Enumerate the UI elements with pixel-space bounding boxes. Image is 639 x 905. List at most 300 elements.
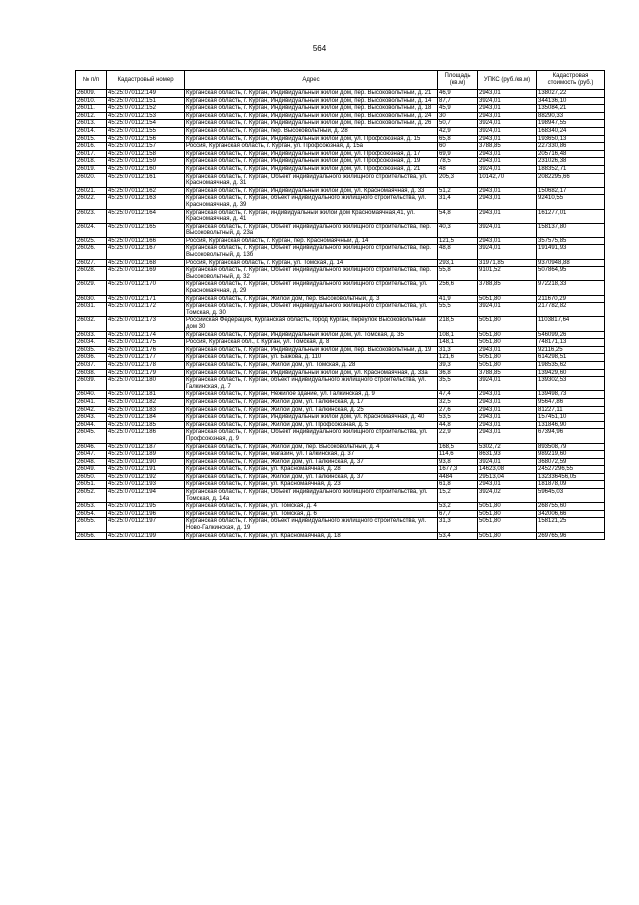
table-header: [76, 71, 605, 90]
row-num-cell: 26045.: [76, 429, 107, 443]
cadastral-cost-cell: 191491,93: [537, 245, 605, 259]
cadastral-cost-cell: 198947,55: [537, 120, 605, 128]
cadastral-cost-cell: 344136,10: [537, 97, 605, 105]
cadastral-cost-cell: 9370948,88: [537, 259, 605, 267]
address-cell: Курганская область, г. Курган, Индивидуальный жилой дом, пер. Высоковольтный, д. 14: [185, 97, 438, 105]
table-row: [76, 267, 605, 281]
cadastral-number-cell: 45:25:070112:197: [107, 518, 185, 532]
area-cell: 4484: [438, 473, 478, 481]
row-num-cell: 26053.: [76, 503, 107, 511]
table-row: [76, 421, 605, 429]
table-row: [76, 209, 605, 223]
address-cell: Россия, Курганская область, г. Курган, ул. Томская, д. 14: [185, 259, 438, 267]
cadastral-number-cell: 45:25:070112:156: [107, 135, 185, 143]
area-cell: 46,9: [438, 90, 478, 98]
upks-cell: 14623,08: [478, 466, 537, 474]
table-row: [76, 458, 605, 466]
header-area: Площадь (кв.м): [438, 71, 478, 90]
cadastral-cost-cell: 357575,85: [537, 237, 605, 245]
table-row: [76, 295, 605, 303]
upks-cell: 5302,72: [478, 443, 537, 451]
table-row: [76, 245, 605, 259]
cadastral-cost-cell: 205716,48: [537, 150, 605, 158]
row-num-cell: 26055.: [76, 518, 107, 532]
table-row: [76, 369, 605, 377]
table-row: [76, 451, 605, 459]
upks-cell: 5051,80: [478, 295, 537, 303]
area-cell: 31,3: [438, 518, 478, 532]
upks-cell: 2943,01: [478, 346, 537, 354]
area-cell: 35,5: [438, 377, 478, 391]
cadastral-cost-cell: 157451,10: [537, 414, 605, 422]
address-cell: Россия, Курганская обл., г. Курган, ул. Томская, д. 8: [185, 339, 438, 347]
area-cell: 218,5: [438, 317, 478, 331]
address-cell: Курганская область, г. Курган, Индивидуальный жилой дом, пер. Высоковольтный, д. 18: [185, 105, 438, 113]
area-cell: 67,7: [438, 510, 478, 518]
row-num-cell: 26034.: [76, 339, 107, 347]
cadastral-cost-cell: 92116,25: [537, 346, 605, 354]
area-cell: 60: [438, 143, 478, 151]
area-cell: 53,2: [438, 503, 478, 511]
cadastral-cost-cell: 217782,82: [537, 303, 605, 317]
table-row: [76, 354, 605, 362]
cadastral-number-cell: 45:25:070112:161: [107, 173, 185, 187]
upks-cell: 2943,01: [478, 391, 537, 399]
table-row: [76, 346, 605, 354]
cadastral-cost-cell: 269765,96: [537, 532, 605, 540]
cadastral-number-cell: 45:25:070112:168: [107, 259, 185, 267]
cadastral-cost-cell: 88290,33: [537, 112, 605, 120]
address-cell: Курганская область, г. Курган, ул. Красномаячная, д. 28: [185, 466, 438, 474]
address-cell: Курганская область, г. Курган, Жилой дом, пер. Высоковольтный, д. 4: [185, 443, 438, 451]
row-num-cell: 26022.: [76, 195, 107, 209]
table-row: [76, 339, 605, 347]
cadastral-cost-cell: 138027,22: [537, 90, 605, 98]
cadastral-number-cell: 45:25:070112:166: [107, 237, 185, 245]
cadastral-number-cell: 45:25:070112:179: [107, 369, 185, 377]
address-cell: Курганская область, г. Курган, Индивидуальный жилой дом, ул. Красномаячная, д. 40: [185, 414, 438, 422]
cadastral-cost-cell: 92410,55: [537, 195, 605, 209]
address-cell: Курганская область, г. Курган, Объект индивидуального жилищного строительства, пер. Высоковольтный, д. 32: [185, 267, 438, 281]
table-row: [76, 473, 605, 481]
table-row: [76, 391, 605, 399]
table-row: [76, 303, 605, 317]
row-num-cell: 26017.: [76, 150, 107, 158]
address-cell: Курганская область, г. Курган, Объект индивидуального жилищного строительства, ул. Профсоюзная, д. 9: [185, 429, 438, 443]
cadastral-cost-cell: 231026,38: [537, 158, 605, 166]
table-row: [76, 377, 605, 391]
upks-cell: 2943,01: [478, 421, 537, 429]
cadastral-number-cell: 45:25:070112:149: [107, 90, 185, 98]
header-cadastral: Кадастровый номер: [107, 71, 185, 90]
table-row: [76, 317, 605, 331]
cadastral-number-cell: 45:25:070112:173: [107, 317, 185, 331]
address-cell: Россия, Курганская область, г. Курган, ул. Профсоюзная, д. 15а: [185, 143, 438, 151]
table-row: [76, 105, 605, 113]
cadastral-number-cell: 45:25:070112:164: [107, 209, 185, 223]
cadastral-cost-cell: 268755,60: [537, 503, 605, 511]
area-cell: 30: [438, 112, 478, 120]
row-num-cell: 26036.: [76, 354, 107, 362]
cadastral-number-cell: 45:25:070112:185: [107, 421, 185, 429]
cadastral-number-cell: 45:25:070112:167: [107, 245, 185, 259]
row-num-cell: 26009.: [76, 90, 107, 98]
cadastral-number-cell: 45:25:070112:199: [107, 532, 185, 540]
table-row: [76, 414, 605, 422]
cadastral-cost-cell: 59645,03: [537, 489, 605, 503]
area-cell: 50,7: [438, 120, 478, 128]
cadastral-number-cell: 45:25:070112:176: [107, 346, 185, 354]
area-cell: 256,6: [438, 281, 478, 295]
table-row: [76, 143, 605, 151]
address-cell: Курганская область, г. Курган, Объект индивидуального жилищного строительства, ул. Красномаячная, д. 29: [185, 281, 438, 295]
table-row: [76, 173, 605, 187]
cadastral-number-cell: 45:25:070112:154: [107, 120, 185, 128]
cadastral-cost-cell: 81227,11: [537, 406, 605, 414]
area-cell: 65,8: [438, 135, 478, 143]
row-num-cell: 26052.: [76, 489, 107, 503]
address-cell: Курганская область, г. Курган, Жилой дом, ул. Галкинская, д. 25: [185, 406, 438, 414]
area-cell: 31,3: [438, 346, 478, 354]
table-row: [76, 187, 605, 195]
area-cell: 27,6: [438, 406, 478, 414]
cadastral-cost-cell: 368072,59: [537, 458, 605, 466]
row-num-cell: 26041.: [76, 398, 107, 406]
row-num-cell: 26018.: [76, 158, 107, 166]
cadastral-number-cell: 45:25:070112:155: [107, 127, 185, 135]
cadastral-number-cell: 45:25:070112:183: [107, 406, 185, 414]
cadastral-cost-cell: 139429,60: [537, 369, 605, 377]
area-cell: 51,2: [438, 187, 478, 195]
upks-cell: 2943,01: [478, 105, 537, 113]
row-num-cell: 26023.: [76, 209, 107, 223]
cadastral-cost-cell: 67394,96: [537, 429, 605, 443]
address-cell: Курганская область, г. Курган, ул. Томская, д. 4: [185, 503, 438, 511]
area-cell: 48,8: [438, 245, 478, 259]
table-row: [76, 150, 605, 158]
cadastral-cost-cell: 139498,73: [537, 391, 605, 399]
address-cell: Курганская область, г. Курган, Индивидуальный жилой дом, ул. Профсоюзная, д. 17: [185, 150, 438, 158]
cadastral-cost-cell: 95647,86: [537, 398, 605, 406]
address-cell: Курганская область, г. Курган, Жилой дом, ул. Профсоюзная, д. 5: [185, 421, 438, 429]
area-cell: 54,8: [438, 209, 478, 223]
table-row: [76, 398, 605, 406]
address-cell: Курганская область, г. Курган, Индивидуальный жилой дом, ул. Красномаячная, д. 33: [185, 187, 438, 195]
cadastral-number-cell: 45:25:070112:182: [107, 398, 185, 406]
header-address: Адрес: [185, 71, 438, 90]
cadastral-cost-cell: 158121,25: [537, 518, 605, 532]
upks-cell: 2943,01: [478, 90, 537, 98]
upks-cell: 5051,80: [478, 339, 537, 347]
row-num-cell: 26040.: [76, 391, 107, 399]
table-row: [76, 331, 605, 339]
header-num: № п/п: [76, 71, 107, 90]
area-cell: 293,1: [438, 259, 478, 267]
cadastral-number-cell: 45:25:070112:153: [107, 112, 185, 120]
cadastral-number-cell: 45:25:070112:160: [107, 165, 185, 173]
address-cell: Курганская область, г. Курган, Индивидуальный жилой дом, ул. Профсоюзная, д. 19: [185, 158, 438, 166]
table-row: [76, 406, 605, 414]
upks-cell: 5051,80: [478, 510, 537, 518]
cadastral-cost-cell: 748171,13: [537, 339, 605, 347]
table-body: [76, 90, 605, 540]
area-cell: 87,7: [438, 97, 478, 105]
cadastral-number-cell: 45:25:070112:193: [107, 481, 185, 489]
table-row: [76, 223, 605, 237]
table-row: [76, 510, 605, 518]
area-cell: 31,4: [438, 195, 478, 209]
row-num-cell: 26020.: [76, 173, 107, 187]
table-row: [76, 127, 605, 135]
address-cell: Курганская область, г. Курган, индивидуальный жилой дом Красномаячная,41, ул. Красномаячная, д. 41: [185, 209, 438, 223]
upks-cell: 2943,01: [478, 406, 537, 414]
row-num-cell: 26038.: [76, 369, 107, 377]
upks-cell: 3924,01: [478, 245, 537, 259]
address-cell: Курганская область, г. Курган, ул. Томская, д. 6: [185, 510, 438, 518]
upks-cell: 3788,85: [478, 143, 537, 151]
upks-cell: 2943,01: [478, 112, 537, 120]
cadastral-cost-cell: 989219,60: [537, 451, 605, 459]
upks-cell: 2943,01: [478, 414, 537, 422]
address-cell: Курганская область, г. Курган, Индивидуальный жилой дом, ул. Профсоюзная, д. 15: [185, 135, 438, 143]
area-cell: 78,5: [438, 158, 478, 166]
row-num-cell: 26039.: [76, 377, 107, 391]
row-num-cell: 26033.: [76, 331, 107, 339]
upks-cell: 31971,85: [478, 259, 537, 267]
row-num-cell: 26043.: [76, 414, 107, 422]
row-num-cell: 26025.: [76, 237, 107, 245]
area-cell: 121,6: [438, 354, 478, 362]
upks-cell: 2943,01: [478, 398, 537, 406]
area-cell: 55,5: [438, 303, 478, 317]
address-cell: Курганская область, г. Курган, Индивидуальный жилой дом, ул. Томская, д. 35: [185, 331, 438, 339]
row-num-cell: 26026.: [76, 245, 107, 259]
area-cell: 61,8: [438, 481, 478, 489]
cadastral-cost-cell: 158137,80: [537, 223, 605, 237]
row-num-cell: 26015.: [76, 135, 107, 143]
cadastral-number-cell: 45:25:070112:180: [107, 377, 185, 391]
upks-cell: 2943,01: [478, 237, 537, 245]
cadastral-cost-cell: 24527296,55: [537, 466, 605, 474]
area-cell: 44,8: [438, 421, 478, 429]
row-num-cell: 26044.: [76, 421, 107, 429]
address-cell: Курганская область, г. Курган, Нежилое здание, ул. Галкинская, д. 9: [185, 391, 438, 399]
upks-cell: 2943,01: [478, 158, 537, 166]
table-row: [76, 481, 605, 489]
cadastral-cost-cell: 227330,86: [537, 143, 605, 151]
area-cell: 48: [438, 165, 478, 173]
upks-cell: 29513,04: [478, 473, 537, 481]
upks-cell: 5051,80: [478, 518, 537, 532]
row-num-cell: 26016.: [76, 143, 107, 151]
area-cell: 1677,3: [438, 466, 478, 474]
area-cell: 55,8: [438, 267, 478, 281]
upks-cell: 5051,80: [478, 532, 537, 540]
address-cell: Курганская область, г. Курган, Объект индивидуального жилищного строительства, пер. Высоковольтный, д. 13б: [185, 245, 438, 259]
area-cell: 93,8: [438, 458, 478, 466]
cadastral-number-cell: 45:25:070112:175: [107, 339, 185, 347]
cadastral-number-cell: 45:25:070112:194: [107, 489, 185, 503]
row-num-cell: 26035.: [76, 346, 107, 354]
area-cell: 205,3: [438, 173, 478, 187]
upks-cell: 3924,01: [478, 127, 537, 135]
upks-cell: 5051,80: [478, 361, 537, 369]
row-num-cell: 26027.: [76, 259, 107, 267]
table-row: [76, 518, 605, 532]
cadastral-number-cell: 45:25:070112:181: [107, 391, 185, 399]
table-row: [76, 503, 605, 511]
area-cell: 168,5: [438, 443, 478, 451]
upks-cell: 3924,01: [478, 223, 537, 237]
upks-cell: 2943,01: [478, 195, 537, 209]
cadastral-cost-cell: 139302,53: [537, 377, 605, 391]
address-cell: Курганская область, г. Курган, Жилой дом, ул. Галкинская, д. 17: [185, 398, 438, 406]
address-cell: Курганская область, г. Курган, Жилой дом, ул. Галкинская, д. 37: [185, 473, 438, 481]
cadastral-number-cell: 45:25:070112:192: [107, 473, 185, 481]
cadastral-number-cell: 45:25:070112:174: [107, 331, 185, 339]
address-cell: Курганская область, г. Курган, Индивидуальный жилой дом, пер. Высоковольтный, д. 21: [185, 90, 438, 98]
cadastral-number-cell: 45:25:070112:170: [107, 281, 185, 295]
upks-cell: 5051,80: [478, 331, 537, 339]
area-cell: 53,5: [438, 414, 478, 422]
address-cell: Курганская область, г. Курган, ул. Красномаячная, д. 23: [185, 481, 438, 489]
table-row: [76, 429, 605, 443]
cadastral-cost-cell: 893508,79: [537, 443, 605, 451]
address-cell: Курганская область, г. Курган, ул. Красномаячная, д. 18: [185, 532, 438, 540]
cadastral-number-cell: 45:25:070112:186: [107, 429, 185, 443]
table-row: [76, 361, 605, 369]
cadastral-number-cell: 45:25:070112:158: [107, 150, 185, 158]
cadastral-cost-cell: 342006,66: [537, 510, 605, 518]
table-row: [76, 259, 605, 267]
upks-cell: 3788,85: [478, 281, 537, 295]
cadastral-number-cell: 45:25:070112:195: [107, 503, 185, 511]
upks-cell: 3924,01: [478, 97, 537, 105]
cadastral-cost-cell: 188352,71: [537, 165, 605, 173]
cadastral-number-cell: 45:25:070112:151: [107, 97, 185, 105]
cadastral-cost-cell: 181878,09: [537, 481, 605, 489]
upks-cell: 3924,01: [478, 120, 537, 128]
cadastral-cost-cell: 193650,13: [537, 135, 605, 143]
address-cell: Курганская область, г. Курган, Объект индивидуального жилищного строительства, ул. Красномаячная, д. 31: [185, 173, 438, 187]
row-num-cell: 26032.: [76, 317, 107, 331]
upks-cell: 5051,80: [478, 354, 537, 362]
cadastral-cost-cell: 2082295,66: [537, 173, 605, 187]
table-row: [76, 532, 605, 540]
cadastral-number-cell: 45:25:070112:157: [107, 143, 185, 151]
upks-cell: 3924,01: [478, 303, 537, 317]
row-num-cell: 26030.: [76, 295, 107, 303]
cadastral-cost-cell: 972218,33: [537, 281, 605, 295]
upks-cell: 2943,01: [478, 187, 537, 195]
address-cell: Россия, Курганская область, г. Курган, пер. Красномаячный, д. 14: [185, 237, 438, 245]
area-cell: 39,3: [438, 361, 478, 369]
area-cell: 36,8: [438, 369, 478, 377]
table-row: [76, 237, 605, 245]
cadastral-number-cell: 45:25:070112:196: [107, 510, 185, 518]
row-num-cell: 26042.: [76, 406, 107, 414]
upks-cell: 2943,01: [478, 209, 537, 223]
table-row: [76, 195, 605, 209]
upks-cell: 2943,01: [478, 429, 537, 443]
cadastral-cost-cell: 132336456,05: [537, 473, 605, 481]
page-number: 564: [312, 44, 327, 53]
cadastral-number-cell: 45:25:070112:191: [107, 466, 185, 474]
cadastral-cost-cell: 546099,26: [537, 331, 605, 339]
cadastral-cost-cell: 168340,24: [537, 127, 605, 135]
area-cell: 148,1: [438, 339, 478, 347]
cadastral-number-cell: 45:25:070112:152: [107, 105, 185, 113]
upks-cell: 2943,01: [478, 481, 537, 489]
cadastral-cost-cell: 211670,29: [537, 295, 605, 303]
cadastral-number-cell: 45:25:070112:165: [107, 223, 185, 237]
cadastral-number-cell: 45:25:070112:184: [107, 414, 185, 422]
upks-cell: 5051,80: [478, 503, 537, 511]
table-row: [76, 112, 605, 120]
address-cell: Курганская область, г. Курган, Индивидуальный жилой дом, ул. Профсоюзная, д. 21: [185, 165, 438, 173]
table-row: [76, 135, 605, 143]
table-row: [76, 281, 605, 295]
upks-cell: 3924,01: [478, 377, 537, 391]
row-num-cell: 26056.: [76, 532, 107, 540]
row-num-cell: 26019.: [76, 165, 107, 173]
cadastral-cost-cell: 1103817,64: [537, 317, 605, 331]
cadastral-cost-cell: 614298,51: [537, 354, 605, 362]
upks-cell: 3924,01: [478, 165, 537, 173]
address-cell: Курганская область, г. Курган, Жилой дом, ул. Томская, д. 28: [185, 361, 438, 369]
cadastral-cost-cell: 150682,17: [537, 187, 605, 195]
address-cell: Курганская область, г. Курган, Индивидуальный жилой дом, пер. Высоковольтный, д. 24: [185, 112, 438, 120]
row-num-cell: 26013.: [76, 120, 107, 128]
area-cell: 53,4: [438, 532, 478, 540]
row-num-cell: 26024.: [76, 223, 107, 237]
row-num-cell: 26021.: [76, 187, 107, 195]
upks-cell: 3924,01: [478, 458, 537, 466]
area-cell: 32,5: [438, 398, 478, 406]
row-num-cell: 26029.: [76, 281, 107, 295]
upks-cell: 3788,85: [478, 369, 537, 377]
upks-cell: 5051,80: [478, 317, 537, 331]
table-row: [76, 489, 605, 503]
cadastral-cost-cell: 161277,01: [537, 209, 605, 223]
address-cell: Курганская область, г. Курган, пер. Высоковольтный, д. 28: [185, 127, 438, 135]
address-cell: Российская Федерация, Курганская область, город Курган, переулок Высоковольтный дом 30: [185, 317, 438, 331]
cadastral-number-cell: 45:25:070112:178: [107, 361, 185, 369]
header-cost: Кадастровая стоимость (руб.): [537, 71, 605, 90]
row-num-cell: 26037.: [76, 361, 107, 369]
row-num-cell: 26047.: [76, 451, 107, 459]
address-cell: Курганская область, г. Курган, Объект индивидуального жилищного строительства, ул. Томская, д. 30: [185, 303, 438, 317]
address-cell: Курганская область, г. Курган, Жилой дом, ул. Галкинская, д. 37: [185, 458, 438, 466]
area-cell: 45,9: [438, 105, 478, 113]
area-cell: 41,9: [438, 295, 478, 303]
area-cell: 69,9: [438, 150, 478, 158]
area-cell: 42,9: [438, 127, 478, 135]
row-num-cell: 26031.: [76, 303, 107, 317]
table-row: [76, 165, 605, 173]
area-cell: 22,9: [438, 429, 478, 443]
cadastral-number-cell: 45:25:070112:163: [107, 195, 185, 209]
table-row: [76, 97, 605, 105]
address-cell: Курганская область, г. Курган, Объект индивидуального жилищного строительства, пер. Высоковольтный, д. 23а: [185, 223, 438, 237]
address-cell: Курганская область, г. Курган, Индивидуальный жилой дом, пер. Высоковольтный, д. 19: [185, 346, 438, 354]
cadastral-number-cell: 45:25:070112:190: [107, 458, 185, 466]
upks-cell: 9101,52: [478, 267, 537, 281]
row-num-cell: 26054.: [76, 510, 107, 518]
cadastral-number-cell: 45:25:070112:187: [107, 443, 185, 451]
area-cell: 40,3: [438, 223, 478, 237]
row-num-cell: 26049.: [76, 466, 107, 474]
